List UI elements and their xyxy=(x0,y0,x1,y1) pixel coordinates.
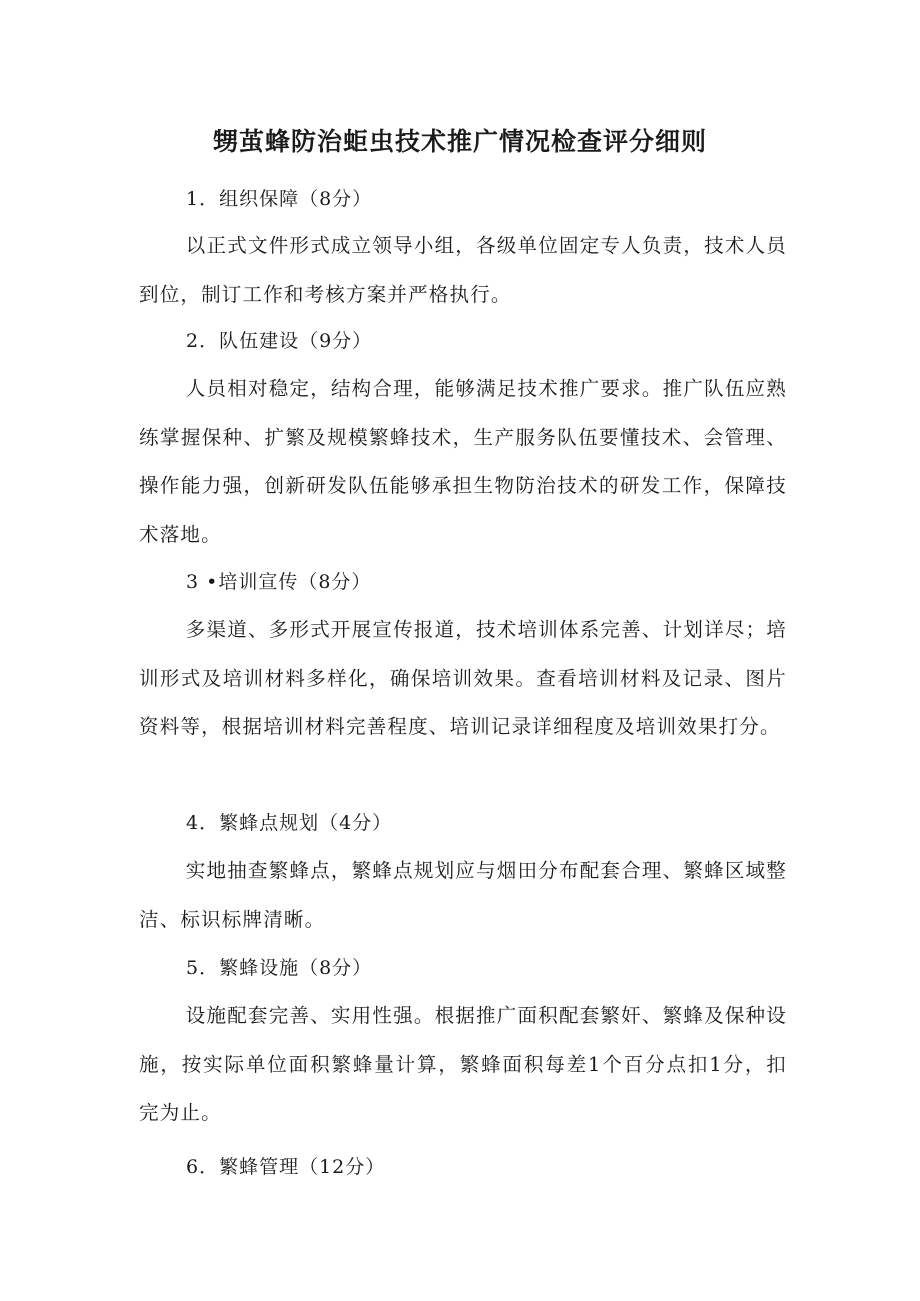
section-heading-4: 4．繁蜂点规划（4分） xyxy=(186,812,393,834)
section-heading-2: 2．队伍建设（9分） xyxy=(186,330,373,352)
section-body-4: 实地抽查繁蜂点，繁蜂点规划应与烟田分布配套合理、繁蜂区域整洁、标识标牌清晰。 xyxy=(139,859,787,931)
section-heading-5: 5．繁蜂设施（8分） xyxy=(186,957,373,979)
page-title: 甥茧蜂防治蚷虫技术推广情况检查评分细则 xyxy=(212,127,707,156)
section-heading-6: 6．繁蜂管理（12分） xyxy=(186,1156,386,1178)
section-heading-1: 1．组织保障（8分） xyxy=(186,188,373,210)
section-body-3: 多渠道、多形式开展宣传报道，技术培训体系完善、计划详尽；培训形式及培训材料多样化，确保培训效果。查看培训材料及记录、图片资料等，根据培训材料完善程度、培训记录详细程度及培训效果打分。 xyxy=(139,618,787,738)
section-body-5: 设施配套完善、实用性强。根据推广面积配套繁奸、繁蜂及保种设施，按实际单位面积繁蜂量计算，繁蜂面积每差1个百分点扣1分，扣完为止。 xyxy=(139,1004,787,1124)
section-body-2: 人员相对稳定，结构合理，能够满足技术推广要求。推广队伍应熟练掌握保种、扩繁及规模繁蜂技术，生产服务队伍要懂技术、会管理、操作能力强，创新研发队伍能够承担生物防治技术的研发工作，保障技术落地。 xyxy=(139,377,787,546)
section-heading-3: 3 •培训宣传（8分） xyxy=(186,571,372,593)
section-body-1: 以正式文件形式成立领导小组，各级单位固定专人负责，技术人员到位，制订工作和考核方案并严格执行。 xyxy=(139,234,787,306)
